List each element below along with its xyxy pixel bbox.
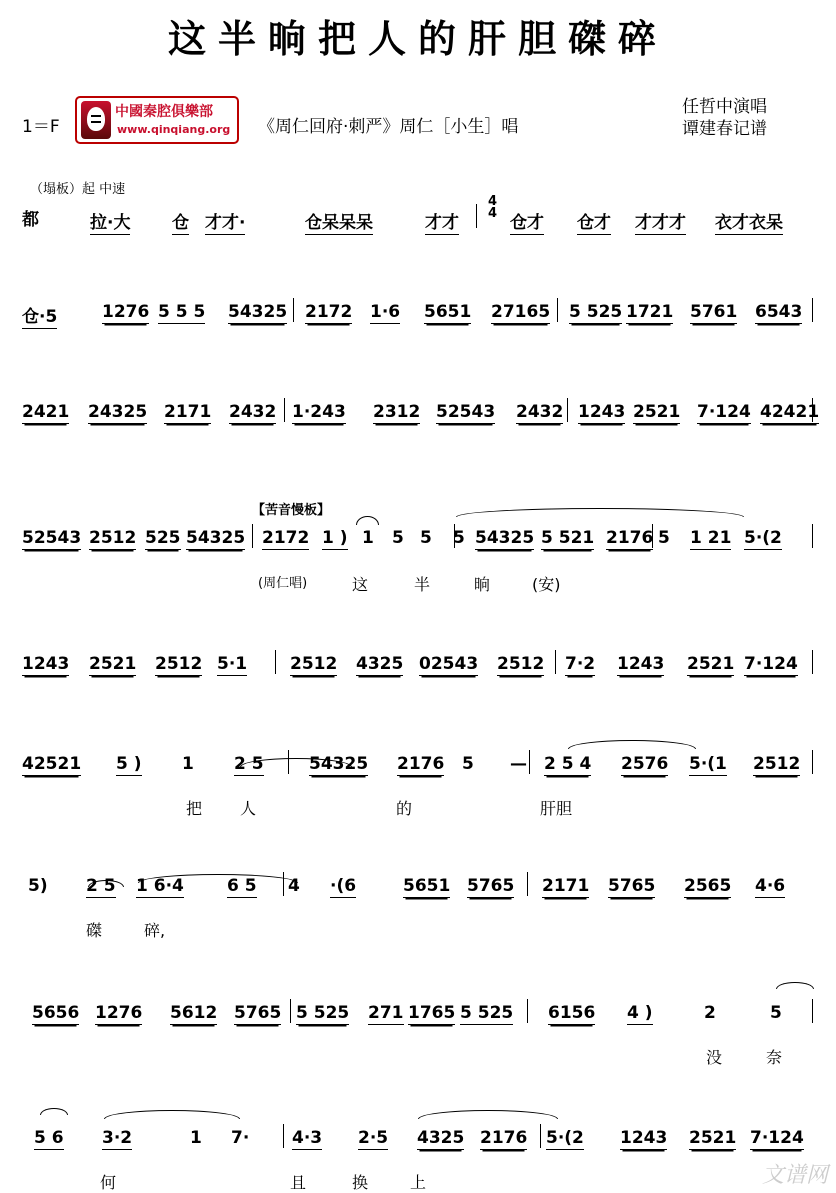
note-group: 5651 <box>403 876 451 896</box>
bar-line <box>252 524 253 548</box>
lyric-syllable: 没 <box>706 1048 723 1067</box>
note-group: 2172 <box>305 302 353 322</box>
note-group: 5 <box>453 528 465 548</box>
note-group: 27165 <box>491 302 551 322</box>
bar-line <box>283 1124 284 1148</box>
time-sig-bottom: 4 <box>488 206 498 221</box>
page-title: 这半晌把人的肝胆磔碎 <box>167 16 668 61</box>
note-group: 2432 <box>516 402 564 422</box>
note-group: 54325 <box>309 754 369 774</box>
note-group: 5 525 <box>569 302 623 322</box>
note-group: 2512 <box>753 754 801 774</box>
note-group: 1·6 <box>370 302 401 322</box>
note-group: 仓呆呆呆 <box>305 208 373 235</box>
slur-arc <box>104 1110 240 1119</box>
note-group: 5765 <box>467 876 515 896</box>
note-group: 仓才 <box>510 208 544 235</box>
note-group: 6543 <box>755 302 803 322</box>
note-group: 2171 <box>164 402 212 422</box>
note-group: 1721 <box>626 302 674 322</box>
note-group: 5 <box>658 528 670 548</box>
note-group: 5 <box>462 754 474 774</box>
note-group: ·(6 <box>330 876 357 896</box>
watermark-logo: 文谱网 <box>761 1163 828 1188</box>
note-group: 24325 <box>88 402 148 422</box>
source-line: 《周仁回府·刺严》周仁［小生］唱 <box>258 117 519 137</box>
note-group: 5612 <box>170 1003 218 1023</box>
note-group: 6 5 <box>227 876 257 896</box>
note-group: 2176 <box>480 1128 528 1148</box>
note-group: 1 6·4 <box>136 876 184 896</box>
qinqiang-logo[interactable] <box>75 96 239 144</box>
note-group: 5 <box>392 528 404 548</box>
note-group: 衣才衣呆 <box>715 208 783 235</box>
credit-performer: 任哲中演唱 <box>682 97 767 117</box>
lyric-syllable: 磔 <box>86 921 103 940</box>
note-group: 1276 <box>102 302 150 322</box>
note-group: 1 ) <box>322 528 348 548</box>
credit-transcriber: 谭建春记谱 <box>682 119 767 139</box>
lyric-syllable: 晌 <box>474 575 491 594</box>
note-group: 2512 <box>155 654 203 674</box>
note-group: 1 <box>190 1128 202 1148</box>
slur-arc <box>456 508 744 517</box>
note-group: 54325 <box>186 528 246 548</box>
time-signature <box>488 196 497 220</box>
note-group: 6156 <box>548 1003 596 1023</box>
note-group: 42421 <box>760 402 820 422</box>
logo-name: 中國秦腔俱樂部 <box>115 104 213 120</box>
note-group: 2176 <box>606 528 654 548</box>
note-group: 5·(1 <box>689 754 727 774</box>
note-group: 7·2 <box>565 654 596 674</box>
note-group: 5656 <box>32 1003 80 1023</box>
note-group: 4 ) <box>627 1003 653 1023</box>
logo-url: www.qinqiang.org <box>117 123 231 136</box>
note-group: 4325 <box>417 1128 465 1148</box>
note-group: 1243 <box>22 654 70 674</box>
bar-line <box>283 872 284 896</box>
note-group: 2312 <box>373 402 421 422</box>
note-group: 2521 <box>633 402 681 422</box>
note-group: 仓才 <box>577 208 611 235</box>
note-group: 2 5 <box>234 754 264 774</box>
note-group: 271 <box>368 1003 404 1023</box>
note-group: 才才 <box>425 208 459 235</box>
lyric-syllable: 奈 <box>766 1048 783 1067</box>
note-group: 1765 <box>408 1003 456 1023</box>
note-group: 54325 <box>228 302 288 322</box>
note-group: 2576 <box>621 754 669 774</box>
note-group: 1243 <box>620 1128 668 1148</box>
note-group: 5765 <box>608 876 656 896</box>
note-group: 1 21 <box>690 528 732 548</box>
lyric-syllable: 且 <box>290 1173 307 1192</box>
note-group: 2171 <box>542 876 590 896</box>
bar-line <box>454 524 455 548</box>
note-group: 2421 <box>22 402 70 422</box>
bar-line <box>527 872 528 896</box>
bar-line <box>476 204 477 228</box>
bar-line <box>652 524 653 548</box>
bar-line <box>540 1124 541 1148</box>
note-group: 5765 <box>234 1003 282 1023</box>
note-group: 2512 <box>290 654 338 674</box>
slur-arc <box>356 516 379 525</box>
note-group: 拉·大 <box>90 208 130 235</box>
note-group: 1276 <box>95 1003 143 1023</box>
note-group: 7· <box>231 1128 250 1148</box>
note-group: 5 525 <box>296 1003 350 1023</box>
note-group: 1243 <box>578 402 626 422</box>
section-marking: 【苦音慢板】 <box>252 503 331 518</box>
note-group: 52543 <box>22 528 82 548</box>
note-group: 2176 <box>397 754 445 774</box>
note-group: 2 <box>704 1003 716 1023</box>
bar-line <box>275 650 276 674</box>
slur-arc <box>418 1110 558 1119</box>
slur-arc <box>568 740 696 749</box>
note-group: 2172 <box>262 528 310 548</box>
note-group: 1 <box>182 754 194 774</box>
tempo-marking: （塌板）起 中速 <box>30 182 126 197</box>
note-group: 52543 <box>436 402 496 422</box>
note-group: 才才才 <box>635 208 686 235</box>
bar-line <box>529 750 530 774</box>
lyric-syllable: 人 <box>240 799 257 818</box>
lyric-syllable: 把 <box>186 799 203 818</box>
note-group: 5 5 5 <box>158 302 206 322</box>
note-group: 4·6 <box>755 876 786 896</box>
note-group: 5 ) <box>116 754 142 774</box>
lyric-syllable: 的 <box>396 799 413 818</box>
note-group: 5·1 <box>217 654 248 674</box>
note-group: 5651 <box>424 302 472 322</box>
lyric-syllable: 半 <box>414 575 431 594</box>
note-group: 1243 <box>617 654 665 674</box>
note-group: 54325 <box>475 528 535 548</box>
note-group: 5 525 <box>460 1003 514 1023</box>
note-group: 1 <box>362 528 374 548</box>
note-group: 2·5 <box>358 1128 389 1148</box>
key-signature: 1＝F <box>22 117 60 137</box>
note-group: 5 <box>770 1003 782 1023</box>
note-group: 2521 <box>687 654 735 674</box>
note-group: — <box>510 754 527 774</box>
bar-line <box>557 298 558 322</box>
note-group: 02543 <box>419 654 479 674</box>
note-group: 3·2 <box>102 1128 133 1148</box>
lyric-syllable: 上 <box>410 1173 427 1192</box>
note-group: 4 <box>288 876 300 896</box>
note-group: 4·3 <box>292 1128 323 1148</box>
note-group: 2 5 <box>86 876 116 896</box>
opera-mask-icon <box>81 101 111 139</box>
note-group: 5·(2 <box>744 528 782 548</box>
bar-line <box>812 398 813 422</box>
note-group: 4325 <box>356 654 404 674</box>
note-group: 2512 <box>89 528 137 548</box>
note-group: 仓 <box>172 208 189 235</box>
note-group: 2512 <box>497 654 545 674</box>
bar-line <box>527 999 528 1023</box>
slur-arc <box>40 1108 68 1115</box>
lyric-syllable: 肝胆 <box>540 799 573 818</box>
note-group: 2521 <box>689 1128 737 1148</box>
bar-line <box>284 398 285 422</box>
bar-line <box>290 999 291 1023</box>
lyric-syllable: (安) <box>532 575 561 594</box>
note-group: 7·124 <box>750 1128 804 1148</box>
note-group: 仓·5 <box>22 302 57 329</box>
note-group: 5 6 <box>34 1128 64 1148</box>
bar-line <box>812 298 813 322</box>
slur-arc <box>776 982 814 989</box>
lyric-syllable: 换 <box>352 1173 369 1192</box>
note-group: 5) <box>28 876 48 896</box>
time-sig-top: 4 <box>488 194 498 209</box>
slur-arc <box>88 880 124 887</box>
note-group: 2432 <box>229 402 277 422</box>
bar-line <box>567 398 568 422</box>
bar-line <box>812 650 813 674</box>
note-group: 才才· <box>205 208 245 235</box>
note-group: 2 5 4 <box>544 754 592 774</box>
bar-line <box>812 524 813 548</box>
lyric-syllable: 碎, <box>144 921 166 940</box>
bar-line <box>555 650 556 674</box>
bar-line <box>812 999 813 1023</box>
bar-line <box>812 750 813 774</box>
note-group: 5 <box>420 528 432 548</box>
lyric-syllable: 这 <box>352 575 369 594</box>
note-group: 7·124 <box>697 402 751 422</box>
note-group: 5761 <box>690 302 738 322</box>
note-group: 5 521 <box>541 528 595 548</box>
bar-line <box>293 298 294 322</box>
singer-marking: (周仁唱) <box>258 576 308 591</box>
note-group: 2565 <box>684 876 732 896</box>
note-group: 7·124 <box>744 654 798 674</box>
note-group: 1·243 <box>292 402 346 422</box>
note-group: 5·(2 <box>546 1128 584 1148</box>
note-group: 525 <box>145 528 181 548</box>
lyric-syllable: 何 <box>100 1173 117 1192</box>
lead-syllable: 都 <box>22 210 39 230</box>
note-group: 42521 <box>22 754 82 774</box>
note-group: 2521 <box>89 654 137 674</box>
